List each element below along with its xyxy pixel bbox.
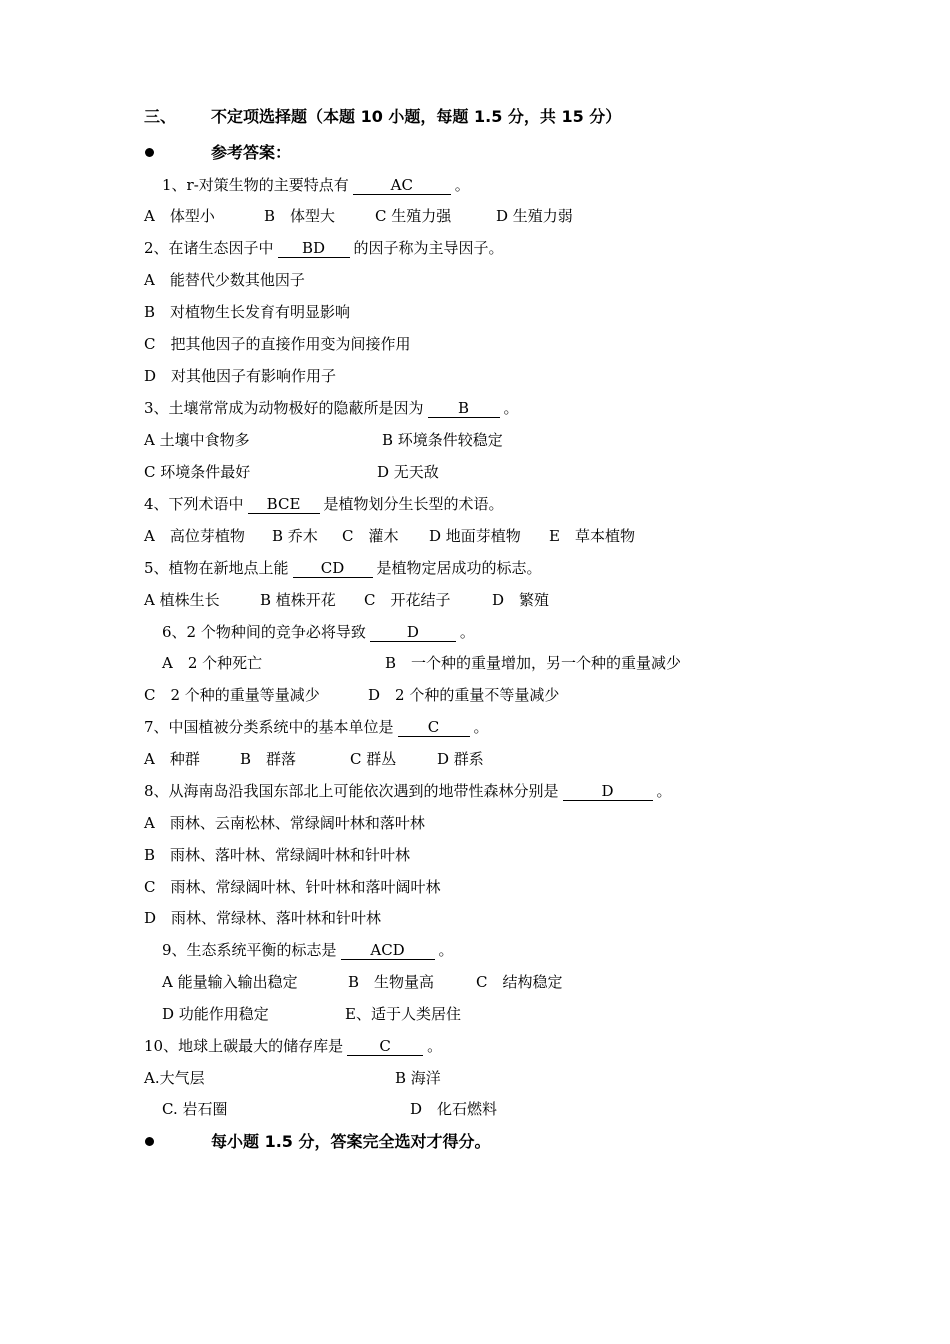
stem-text: 5、植物在新地点上能 — [144, 559, 289, 577]
answer-blank: B — [428, 399, 500, 418]
answer-blank: BD — [278, 239, 350, 258]
question-stem — [144, 494, 504, 514]
option: D 群系 — [437, 750, 484, 768]
question-stem — [144, 238, 504, 258]
bullet-icon — [145, 1137, 154, 1146]
option: C 把其他因子的直接作用变为间接作用 — [144, 335, 411, 353]
option: A.大气层 — [144, 1069, 205, 1087]
option: C 群丛 — [350, 750, 397, 768]
stem-text: 9、生态系统平衡的标志是 — [162, 941, 337, 959]
stem-text: 7、中国植被分类系统中的基本单位是 — [144, 718, 394, 736]
option-row — [0, 653, 950, 673]
option-row — [0, 685, 950, 705]
question-stem — [144, 1036, 442, 1056]
question-stem — [144, 717, 489, 737]
option: C 结构稳定 — [476, 973, 563, 991]
option: C 开花结子 — [364, 591, 451, 609]
option: C 灌木 — [342, 527, 399, 545]
option-row — [0, 206, 950, 226]
question-stem — [162, 622, 475, 642]
option: A 体型小 — [144, 207, 215, 225]
stem-text: 。 — [473, 718, 489, 736]
option-row — [0, 526, 950, 546]
answer-blank: ACD — [341, 941, 435, 960]
question-stem — [144, 558, 542, 578]
option-row — [0, 1068, 950, 1088]
option: A 2 个种死亡 — [162, 654, 263, 672]
answer-blank: C — [398, 718, 470, 737]
option-row — [0, 972, 950, 992]
answer-blank: AC — [353, 176, 451, 195]
stem-text: 10、地球上碳最大的储存库是 — [144, 1037, 344, 1055]
option: D 地面芽植物 — [429, 527, 521, 545]
option: D 2 个种的重量不等量减少 — [368, 686, 560, 704]
stem-text: 。 — [438, 941, 454, 959]
option: D 对其他因子有影响作用子 — [144, 367, 337, 385]
option: C 环境条件最好 — [144, 463, 251, 481]
stem-text: 3、土壤常常成为动物极好的隐蔽所是因为 — [144, 399, 424, 417]
option: B 环境条件较稳定 — [382, 431, 503, 449]
option-row — [0, 1099, 950, 1119]
option: D 生殖力弱 — [496, 207, 573, 225]
option: A 高位芽植物 — [144, 527, 245, 545]
stem-text: 1、r-对策生物的主要特点有 — [162, 176, 349, 194]
option: B 海洋 — [395, 1069, 441, 1087]
option: B 群落 — [240, 750, 297, 768]
option-row — [0, 430, 950, 450]
stem-text: 6、2 个物种间的竞争必将导致 — [162, 623, 366, 641]
option: B 乔木 — [272, 527, 318, 545]
stem-text: 。 — [459, 623, 475, 641]
stem-text: 2、在诸生态因子中 — [144, 239, 274, 257]
stem-text: 的因子称为主导因子。 — [353, 239, 504, 257]
option: C 雨林、常绿阔叶林、针叶林和落叶阔叶林 — [144, 878, 441, 896]
stem-text: 。 — [454, 176, 470, 194]
option: D 无天敌 — [377, 463, 439, 481]
option: A 土壤中食物多 — [144, 431, 250, 449]
answer-blank: BCE — [248, 495, 320, 514]
stem-text: 。 — [656, 782, 672, 800]
option: B 生物量高 — [348, 973, 435, 991]
option: D 雨林、常绿林、落叶林和针叶林 — [144, 909, 382, 927]
option: C. 岩石圈 — [162, 1100, 228, 1118]
option-row — [0, 1004, 950, 1024]
question-stem — [144, 398, 519, 418]
option: B 植株开花 — [260, 591, 336, 609]
section-number: 三、 — [144, 107, 177, 126]
option: B 体型大 — [264, 207, 336, 225]
bullet-icon — [145, 148, 154, 157]
option-row — [0, 590, 950, 610]
option: E 草本植物 — [549, 527, 635, 545]
option: D 化石燃料 — [410, 1100, 498, 1118]
stem-text: 。 — [427, 1037, 443, 1055]
answer-blank: CD — [293, 559, 373, 578]
stem-text: 是植物划分生长型的术语。 — [323, 495, 504, 513]
section-title: 不定项选择题（本题 10 小题，每题 1.5 分，共 15 分） — [211, 107, 622, 126]
question-stem — [162, 940, 454, 960]
option: C 2 个种的重量等量减少 — [144, 686, 320, 704]
option: B 对植物生长发育有明显影响 — [144, 303, 351, 321]
answer-heading: 参考答案： — [211, 143, 292, 162]
scoring-note: 每小题 1.5 分，答案完全选对才得分。 — [211, 1132, 491, 1151]
option: B 一个种的重量增加，另一个种的重量减少 — [385, 654, 682, 672]
question-stem — [162, 175, 470, 195]
option: C 生殖力强 — [375, 207, 452, 225]
answer-blank: D — [370, 623, 456, 642]
option: A 雨林、云南松林、常绿阔叶林和落叶林 — [144, 814, 425, 832]
stem-text: 。 — [503, 399, 519, 417]
stem-text: 4、下列术语中 — [144, 495, 244, 513]
answer-blank: D — [563, 782, 653, 801]
option: A 能替代少数其他因子 — [144, 271, 305, 289]
option-row — [0, 749, 950, 769]
stem-text: 8、从海南岛沿我国东部北上可能依次遇到的地带性森林分别是 — [144, 782, 559, 800]
option: E、适于人类居住 — [345, 1005, 461, 1023]
option-row — [0, 462, 950, 482]
option: D 繁殖 — [492, 591, 550, 609]
stem-text: 是植物定居成功的标志。 — [376, 559, 542, 577]
option: D 功能作用稳定 — [162, 1005, 269, 1023]
option: B 雨林、落叶林、常绿阔叶林和针叶林 — [144, 846, 411, 864]
option: A 种群 — [144, 750, 200, 768]
option: A 能量输入输出稳定 — [162, 973, 298, 991]
answer-blank: C — [347, 1037, 423, 1056]
option: A 植株生长 — [144, 591, 220, 609]
question-stem — [144, 781, 672, 801]
